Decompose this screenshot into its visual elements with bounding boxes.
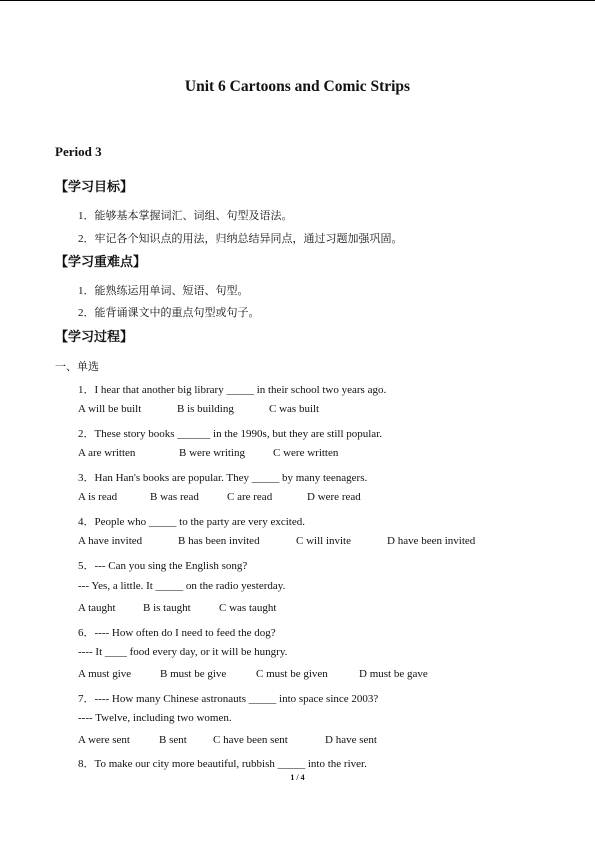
- question-options: [78, 403, 319, 415]
- question-stem: 6．---- How often do I need to feed the dog?: [78, 627, 276, 639]
- question-stem: 3．Han Han's books are popular. They _____ by many teenagers.: [78, 472, 368, 484]
- option: A are written: [78, 447, 136, 459]
- page-title: Unit 6 Cartoons and Comic Strips: [184, 78, 411, 95]
- option: C was taught: [219, 602, 277, 614]
- question-stem: 7．---- How many Chinese astronauts _____ into space since 2003?: [78, 693, 379, 705]
- question-options: [78, 447, 338, 459]
- question-options: [78, 535, 475, 547]
- option: B is building: [177, 403, 234, 415]
- option: A have invited: [78, 535, 143, 547]
- option: C will invite: [296, 535, 351, 547]
- option: B sent: [159, 734, 187, 746]
- option: D have been invited: [387, 535, 476, 547]
- option: D must be gave: [359, 668, 428, 680]
- question-stem: 1．I hear that another big library _____ in their school two years ago.: [78, 384, 387, 396]
- section-goals-heading: 【学习目标】: [55, 180, 134, 195]
- section-process-heading: 【学习过程】: [55, 330, 134, 345]
- question-stem: ---- It ____ food every day, or it will be hungry.: [78, 646, 288, 658]
- question-stem: 4．People who _____ to the party are very excited.: [78, 516, 305, 528]
- option: C are read: [227, 491, 273, 503]
- goal-item: 1．能够基本掌握词汇、词组、句型及语法。: [78, 210, 293, 222]
- period-heading: Period 3: [55, 144, 102, 159]
- question-options: [78, 602, 276, 614]
- option: C were written: [273, 447, 339, 459]
- option: A will be built: [78, 403, 142, 415]
- option: C was built: [269, 403, 320, 415]
- option: B must be give: [160, 668, 227, 680]
- question-options: [78, 491, 361, 503]
- option: A were sent: [78, 734, 130, 746]
- question-stem: --- Yes, a little. It _____ on the radio yesterday.: [78, 580, 286, 592]
- option: C must be given: [256, 668, 328, 680]
- option: C have been sent: [213, 734, 288, 746]
- keypoint-item: 2．能背诵课文中的重点句型或句子。: [78, 307, 260, 319]
- option: A must give: [78, 668, 132, 680]
- option: A taught: [78, 602, 116, 614]
- question-options: [78, 734, 377, 746]
- question-stem: 5．--- Can you sing the English song?: [78, 560, 248, 572]
- option: A is read: [78, 491, 118, 503]
- goal-item: 2．牢记各个知识点的用法，归纳总结异同点，通过习题加强巩固。: [78, 233, 403, 245]
- option: D were read: [307, 491, 361, 503]
- option: D have sent: [325, 734, 377, 746]
- page-top-border: [0, 0, 595, 1]
- part-label: 一、单选: [55, 361, 99, 373]
- page-number: 1 / 4: [290, 773, 305, 782]
- option: B was read: [150, 491, 199, 503]
- option: B were writing: [179, 447, 245, 459]
- question-stem: 8．To make our city more beautiful, rubbish _____ into the river.: [78, 758, 367, 770]
- question-stem: ---- Twelve, including two women.: [78, 712, 232, 724]
- question-stem: 2．These story books ______ in the 1990s, but they are still popular.: [78, 428, 382, 440]
- option: B has been invited: [178, 535, 260, 547]
- section-keypoints-heading: 【学习重难点】: [55, 255, 147, 270]
- keypoint-item: 1．能熟练运用单词、短语、句型。: [78, 285, 249, 297]
- option: B is taught: [143, 602, 191, 614]
- question-options: [78, 668, 428, 680]
